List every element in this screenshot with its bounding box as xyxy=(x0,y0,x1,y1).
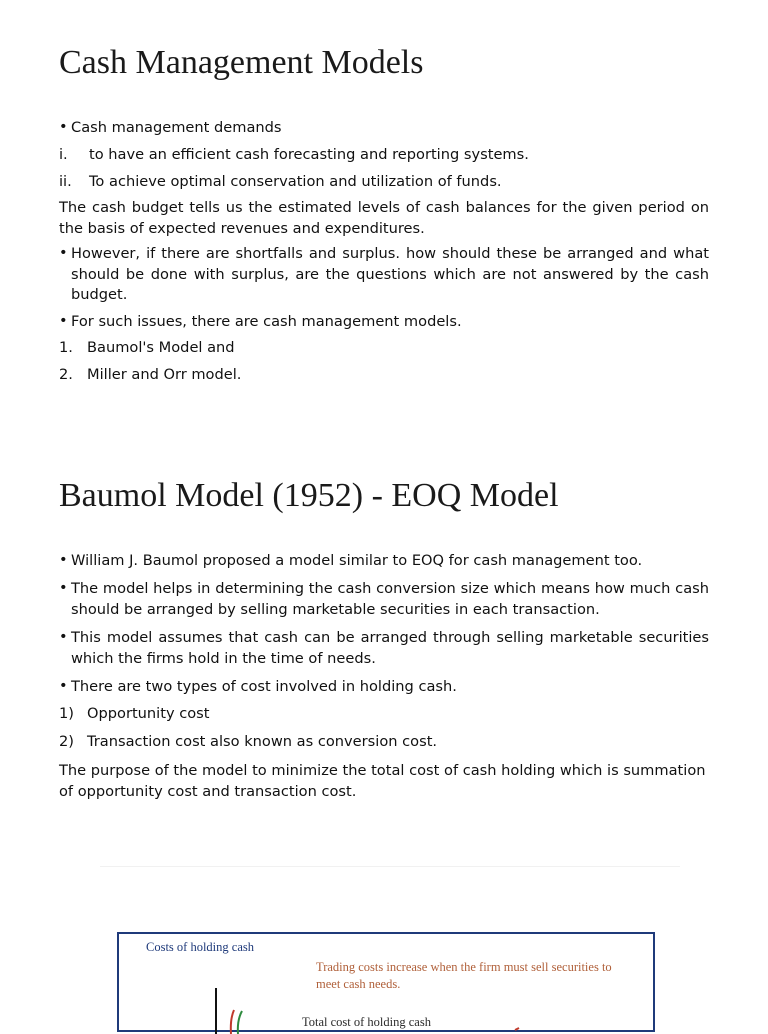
bullet-text: However, if there are shortfalls and surplus. how should these be arranged and what should be done with surplus, are the questions which are not answered by the cash budget. xyxy=(71,245,709,303)
list-number: 1. xyxy=(59,339,73,356)
trading-costs-annotation: Trading costs increase when the firm must sell securities to meet cash needs. xyxy=(316,960,612,991)
bullet-item xyxy=(59,579,709,620)
bullet-icon: • xyxy=(59,628,68,645)
cost-figure xyxy=(117,932,655,1032)
list-text: To achieve optimal conservation and utilization of funds. xyxy=(89,173,502,190)
slide-title: Cash Management Models xyxy=(59,44,424,81)
bullet-text: For such issues, there are cash management models. xyxy=(71,313,462,330)
bullet-text: Cash management demands xyxy=(71,119,282,136)
bullet-item xyxy=(59,677,709,698)
bullet-icon: • xyxy=(59,118,68,135)
total-cost-annotation: Total cost of holding cash xyxy=(302,1015,431,1029)
bullet-text: There are two types of cost involved in holding cash. xyxy=(71,678,457,695)
divider xyxy=(100,866,680,867)
y-axis-label: Costs of holding cash xyxy=(146,940,254,954)
red-curve xyxy=(231,1010,234,1034)
list-text: Transaction cost also known as conversion cost. xyxy=(87,733,438,750)
numbered-list-item xyxy=(59,733,437,750)
list-number: 1) xyxy=(59,705,74,722)
numbered-list-item xyxy=(59,366,241,383)
list-number: 2. xyxy=(59,366,73,383)
bullet-item xyxy=(59,551,709,572)
roman-list-item xyxy=(59,173,502,190)
numbered-list-item xyxy=(59,705,210,722)
list-text: to have an efficient cash forecasting and reporting systems. xyxy=(89,146,529,163)
paragraph: The purpose of the model to minimize the total cost of cash holding which is summation of opportunity cost and transaction cost. xyxy=(59,762,706,800)
bullet-text: William J. Baumol proposed a model similar to EOQ for cash management too. xyxy=(71,552,643,569)
bullet-item xyxy=(59,628,709,669)
slide-title: Baumol Model (1952) - EOQ Model xyxy=(59,477,559,514)
list-number: 2) xyxy=(59,733,74,750)
list-number: i. xyxy=(59,146,68,163)
list-text: Baumol's Model and xyxy=(87,339,235,356)
bullet-item xyxy=(59,312,709,333)
list-number: ii. xyxy=(59,173,72,190)
numbered-list-item xyxy=(59,339,235,356)
bullet-text: The model helps in determining the cash conversion size which means how much cash should be arranged by selling marketable securities in each transaction. xyxy=(71,580,709,618)
bullet-icon: • xyxy=(59,244,68,261)
bullet-text: This model assumes that cash can be arranged through selling marketable securities which the firms hold in the time of needs. xyxy=(71,629,709,667)
list-text: Opportunity cost xyxy=(87,705,210,722)
roman-list-item xyxy=(59,146,529,163)
paragraph: The cash budget tells us the estimated levels of cash balances for the given period on the basis of expected revenues and expenditures. xyxy=(59,199,709,237)
bullet-icon: • xyxy=(59,551,68,568)
bullet-icon: • xyxy=(59,312,68,329)
green-curve xyxy=(238,1011,242,1034)
bullet-item xyxy=(59,118,709,139)
red-mark xyxy=(515,1028,519,1030)
bullet-item xyxy=(59,244,709,306)
bullet-icon: • xyxy=(59,677,68,694)
bullet-icon: • xyxy=(59,579,68,596)
list-text: Miller and Orr model. xyxy=(87,366,242,383)
figure-graphics xyxy=(119,934,657,1034)
